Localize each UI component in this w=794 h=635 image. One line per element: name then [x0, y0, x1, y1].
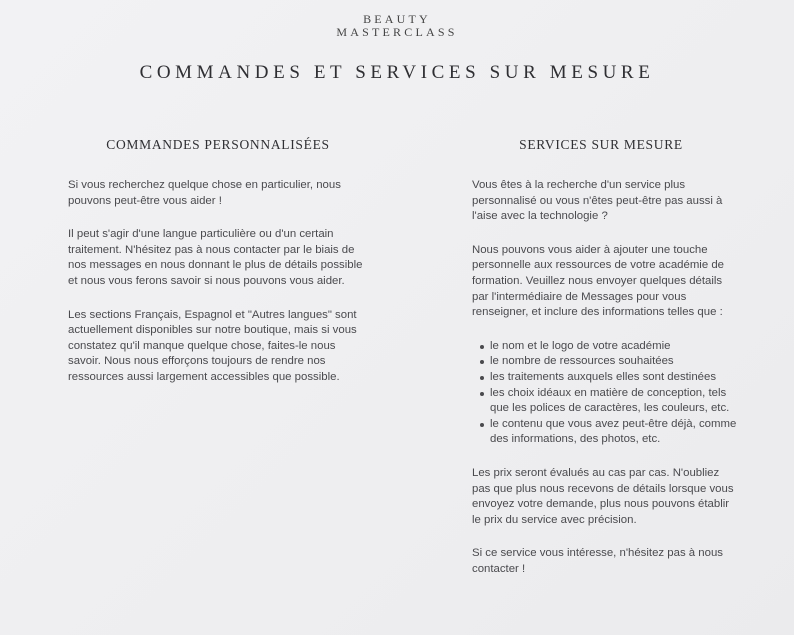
brand-logo — [0, 13, 794, 39]
bullet-icon — [480, 345, 484, 349]
list-item — [490, 417, 737, 448]
custom-services-paragraph: Les prix seront évalués au cas par cas. N'oubliez pas que plus nous recevons de détails lorsque vous envoyez votre demande, plus nous pouvons établir le prix du service avec précision. — [472, 466, 734, 526]
custom-orders-section — [68, 137, 368, 404]
custom-services-section — [472, 137, 737, 595]
custom-services-paragraph: Nous pouvons vous aider à ajouter une touche personnelle aux ressources de votre académie de formation. Veuillez nous envoyer quelques détails par l'intermédiaire de Messages pour vous renseigner, et inclure des informations telles que : — [472, 243, 725, 319]
custom-orders-heading: COMMANDES PERSONNALISÉES — [106, 137, 330, 152]
info-list — [472, 339, 737, 448]
brand-line-2: MASTERCLASS — [336, 25, 458, 39]
custom-orders-paragraph: Les sections Français, Espagnol et "Autres langues" sont actuellement disponibles sur notre boutique, mais si vous constatez qu'il manque quelque chose, faites-le nous savoir. Nous nous efforçons toujours de rendre nos ressources aussi largement accessibles que possible. — [68, 308, 357, 383]
custom-services-paragraph: Vous êtes à la recherche d'un service plus personnalisé ou vous n'êtes peut-être pas aussi à l'aise avec la technologie ? — [472, 179, 723, 223]
list-item-text: les choix idéaux en matière de conception, tels que les polices de caractères, les couleurs, etc. — [490, 386, 730, 415]
list-item — [490, 386, 737, 417]
page-title: COMMANDES ET SERVICES SUR MESURE — [139, 62, 655, 83]
brand-line-1: BEAUTY — [363, 12, 431, 26]
bullet-icon — [480, 360, 484, 364]
custom-services-paragraph: Si ce service vous intéresse, n'hésitez pas à nous contacter ! — [472, 547, 724, 575]
list-item — [490, 370, 737, 386]
list-item-text: le contenu que vous avez peut-être déjà, comme des informations, des photos, etc. — [490, 417, 737, 446]
custom-orders-paragraph: Si vous recherchez quelque chose en particulier, nous pouvons peut-être vous aider ! — [68, 179, 341, 207]
bullet-icon — [480, 376, 484, 380]
bullet-icon — [480, 392, 484, 396]
bullet-icon — [480, 423, 484, 427]
list-item — [490, 354, 737, 370]
list-item-text: le nom et le logo de votre académie — [490, 339, 671, 352]
list-item-text: les traitements auxquels elles sont destinées — [490, 370, 717, 383]
list-item — [490, 339, 737, 355]
custom-orders-paragraph: Il peut s'agir d'une langue particulière ou d'un certain traitement. N'hésitez pas à nous contacter par le biais de nos messages en nous donnant le plus de détails possible et nous vous ferons savoir si nous pouvons vous aider. — [68, 228, 363, 287]
list-item-text: le nombre de ressources souhaitées — [490, 355, 674, 368]
custom-services-heading: SERVICES SUR MESURE — [519, 137, 683, 152]
